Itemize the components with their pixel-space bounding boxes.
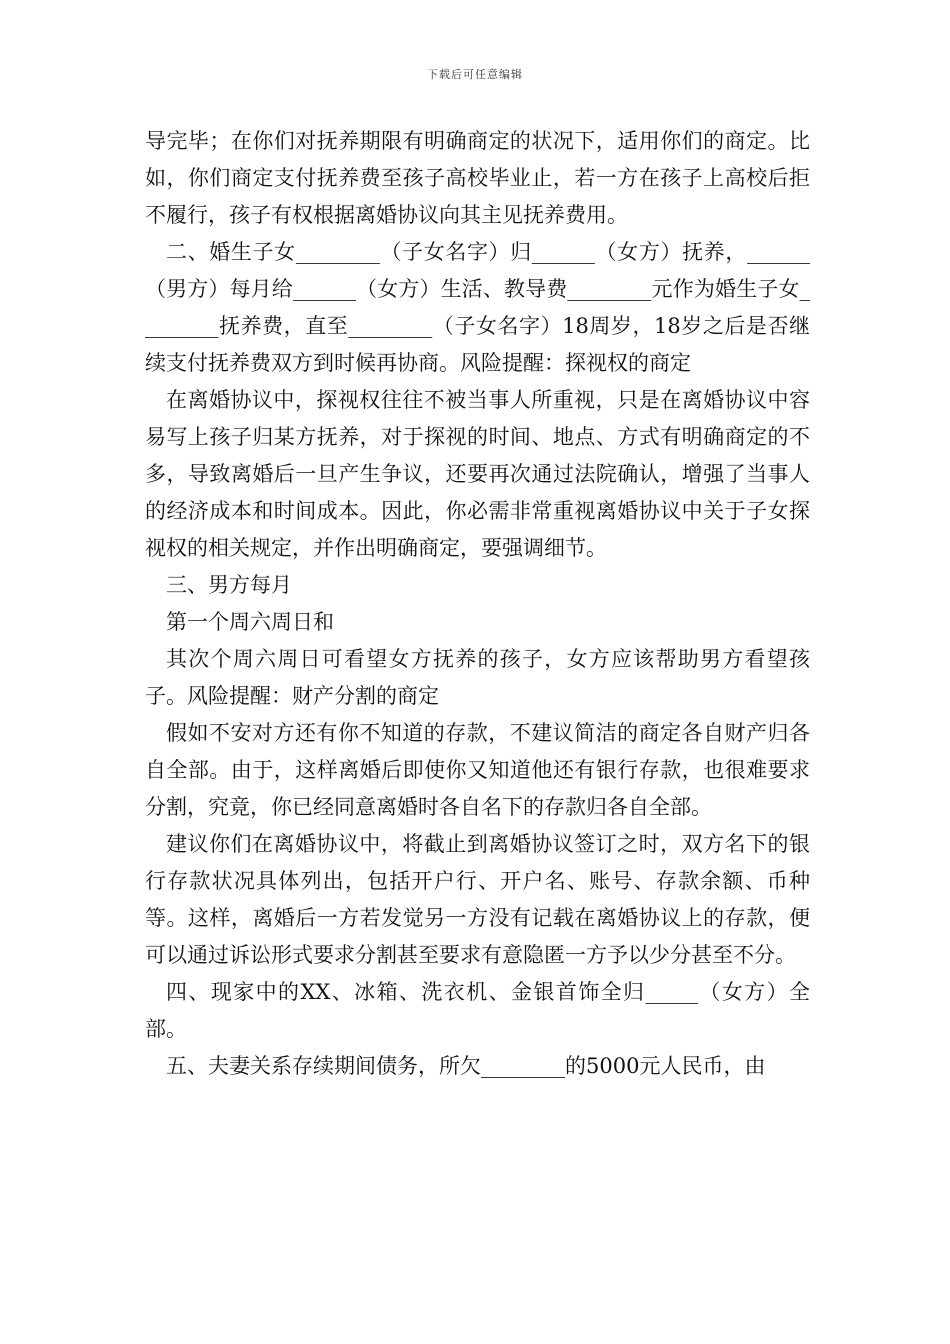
paragraph-10: 五、夫妻关系存续期间债务，所欠________的5000元人民币，由 — [166, 1054, 766, 1078]
paragraph-1: 导完毕；在你们对抚养期限有明确商定的状况下，适用你们的商定。比如，你们商定支付抚养费至孩子高校毕业止，若一方在孩子上高校后拒不履行，孩子有权根据离婚协议向其主见抚养费用。 — [145, 129, 810, 227]
paragraph-5: 第一个周六周日和 — [166, 610, 334, 634]
paragraph-8: 建议你们在离婚协议中，将截止到离婚协议签订之时，双方名下的银行存款状况具体列出，包括开户行、开户名、账号、存款余额、币种等。这样，离婚后一方若发觉另一方没有记载在离婚协议上的存款，便可以通过诉讼形式要求分割甚至要求有意隐匿一方予以少分甚至不分。 — [145, 832, 810, 967]
document-body — [145, 123, 810, 1085]
paragraph-2: 二、婚生子女________（子女名字）归______（女方）抚养，______（男方）每月给______（女方）生活、教导费________元作为婚生子女________抚养费，直至________（子女名字）18周岁，18岁之后是否继续支付抚养费双方到时候再协商。风险提醒：探视权的商定 — [145, 240, 810, 375]
paragraph-4: 三、男方每月 — [166, 573, 292, 597]
paragraph-9: 四、现家中的XX、冰箱、洗衣机、金银首饰全归_____（女方）全部。 — [145, 980, 810, 1041]
page-header: 下载后可任意编辑 — [427, 68, 523, 81]
paragraph-3: 在离婚协议中，探视权往往不被当事人所重视，只是在离婚协议中容易写上孩子归某方抚养，对于探视的时间、地点、方式有明确商定的不多，导致离婚后一旦产生争议，还要再次通过法院确认，增强了当事人的经济成本和时间成本。因此，你必需非常重视离婚协议中关于子女探视权的相关规定，并作出明确商定，要强调细节。 — [145, 388, 810, 560]
paragraph-7: 假如不安对方还有你不知道的存款，不建议简洁的商定各自财产归各自全部。由于，这样离婚后即使你又知道他还有银行存款，也很难要求分割，究竟，你已经同意离婚时各自名下的存款归各自全部。 — [145, 721, 810, 819]
paragraph-6: 其次个周六周日可看望女方抚养的孩子，女方应该帮助男方看望孩子。风险提醒：财产分割的商定 — [145, 647, 810, 708]
